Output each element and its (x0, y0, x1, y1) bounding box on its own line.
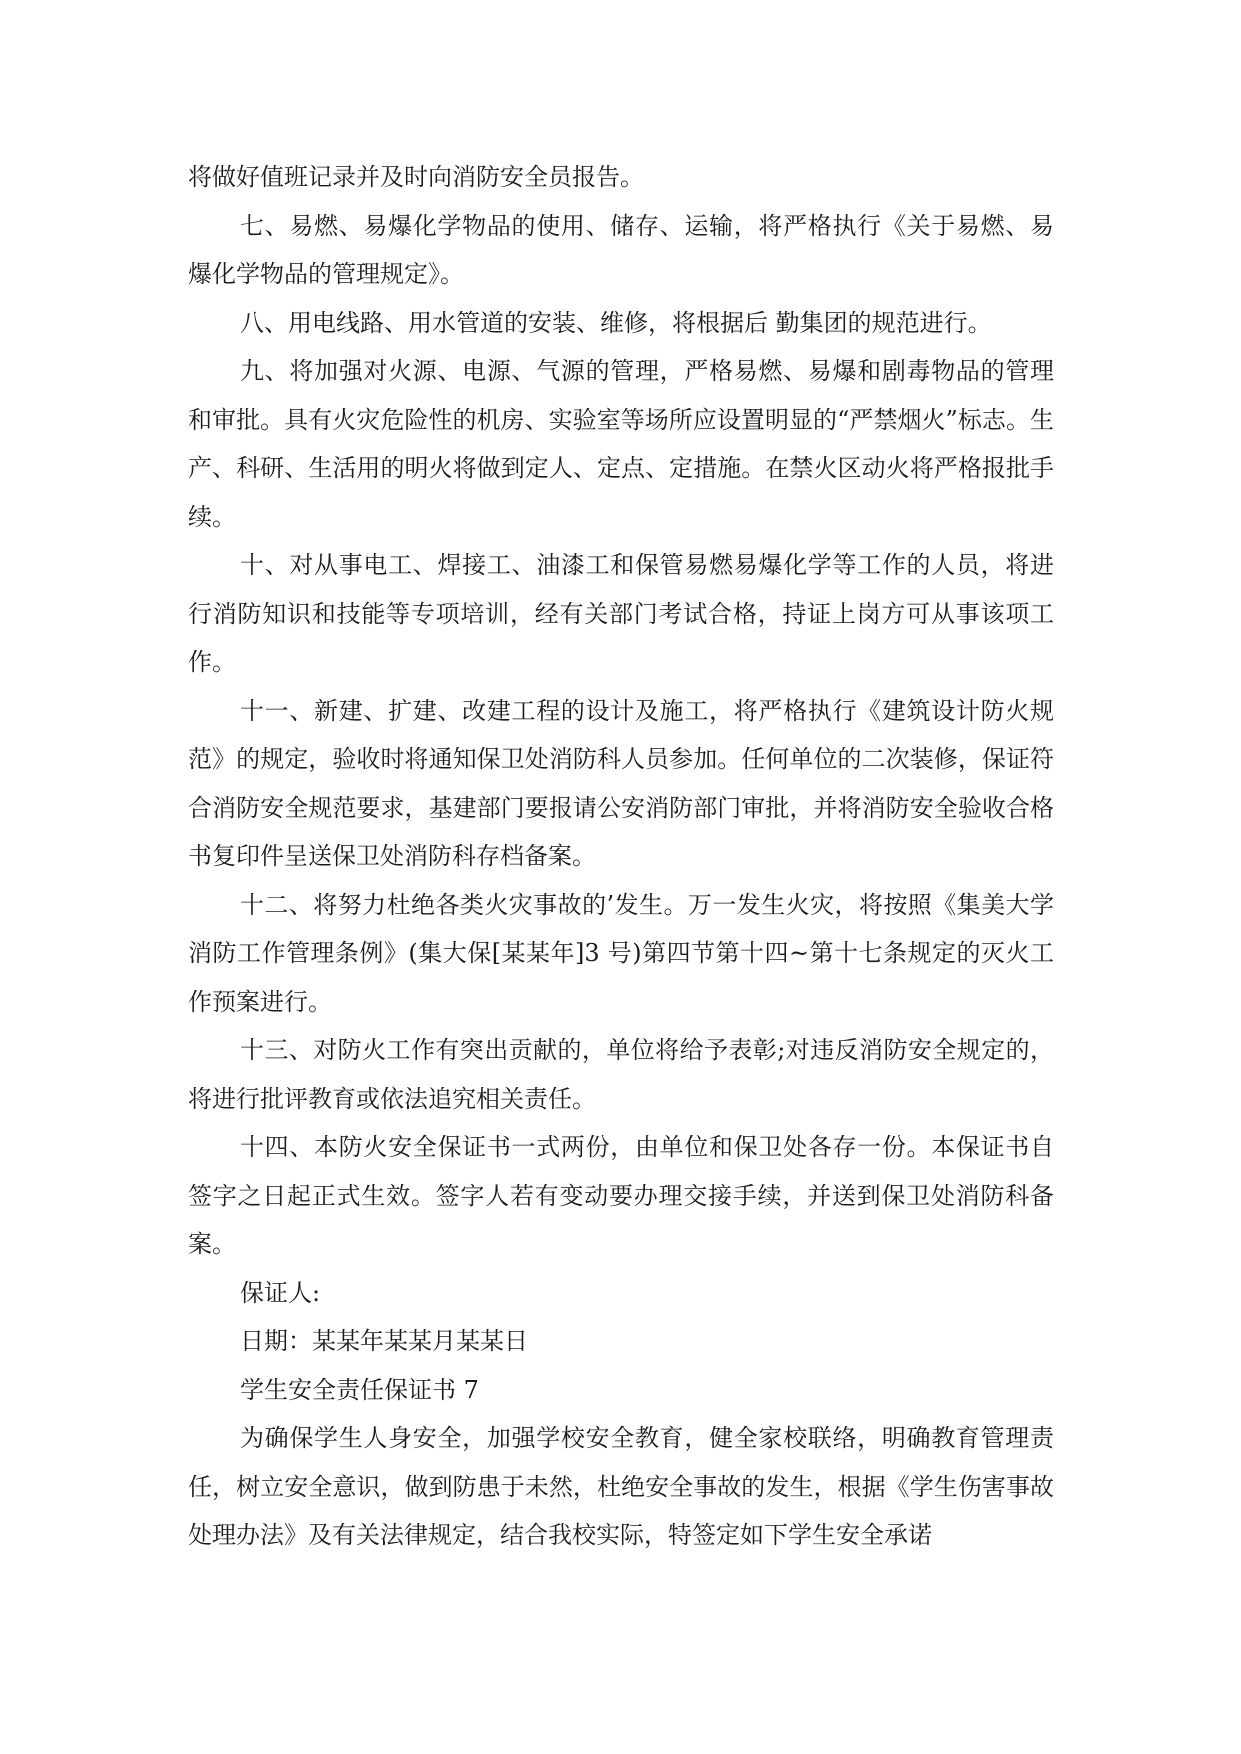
paragraph-item-7: 七、易燃、易爆化学物品的使用、储存、运输，将严格执行《关于易燃、易爆化学物品的管理规定》。 (188, 211, 1054, 288)
paragraph-item-12: 十二、将努力杜绝各类火灾事故的’发生。万一发生火灾，将按照《集美大学消防工作管理条例》(集大保[某某年]3 号)第四节第十四~第十七条规定的灭火工作预案进行。 (188, 890, 1054, 1016)
paragraph-item-14: 十四、本防火安全保证书一式两份，由单位和保卫处各存一份。本保证书自签字之日起正式生效。签字人若有变动要办理交接手续，并送到保卫处消防科备案。 (188, 1133, 1054, 1258)
document-body (188, 153, 1054, 1560)
paragraph-intro: 为确保学生人身安全，加强学校安全教育，健全家校联络，明确教育管理责任，树立安全意识，做到防患于未然，杜绝安全事故的发生，根据《学生伤害事故处理办法》及有关法律规定，结合我校实际，特签定如下学生安全承诺 (188, 1424, 1054, 1549)
paragraph-item-10: 十、对从事电工、焊接工、油漆工和保管易燃易爆化学等工作的人员，将进行消防知识和技能等专项培训，经有关部门考试合格，持证上岗方可从事该项工作。 (188, 551, 1054, 676)
paragraph-duty-record: 将做好值班记录并及时向消防安全员报告。 (188, 163, 644, 191)
paragraph-item-13: 十三、对防火工作有突出贡献的，单位将给予表彰;对违反消防安全规定的，将进行批评教育或依法追究相关责任。 (188, 1036, 1054, 1113)
paragraph-item-9: 九、将加强对火源、电源、气源的管理，严格易燃、易爆和剧毒物品的管理和审批。具有火灾危险性的机房、实验室等场所应设置明显的“严禁烟火”标志。生产、科研、生活用的明火将做到定人、定点、定措施。在禁火区动火将严格报批手续。 (188, 357, 1054, 531)
date-line: 日期：某某年某某月某某日 (240, 1327, 528, 1355)
guarantor-line: 保证人: (240, 1278, 321, 1307)
section-heading: 学生安全责任保证书 7 (240, 1375, 479, 1404)
paragraph-item-11: 十一、新建、扩建、改建工程的设计及施工，将严格执行《建筑设计防火规范》的规定，验收时将通知保卫处消防科人员参加。任何单位的二次装修，保证符合消防安全规范要求，基建部门要报请公安消防部门审批，并将消防安全验收合格书复印件呈送保卫处消防科存档备案。 (188, 696, 1054, 870)
paragraph-item-8: 八、用电线路、用水管道的安装、维修，将根据后 勤集团的规范进行。 (240, 308, 992, 337)
